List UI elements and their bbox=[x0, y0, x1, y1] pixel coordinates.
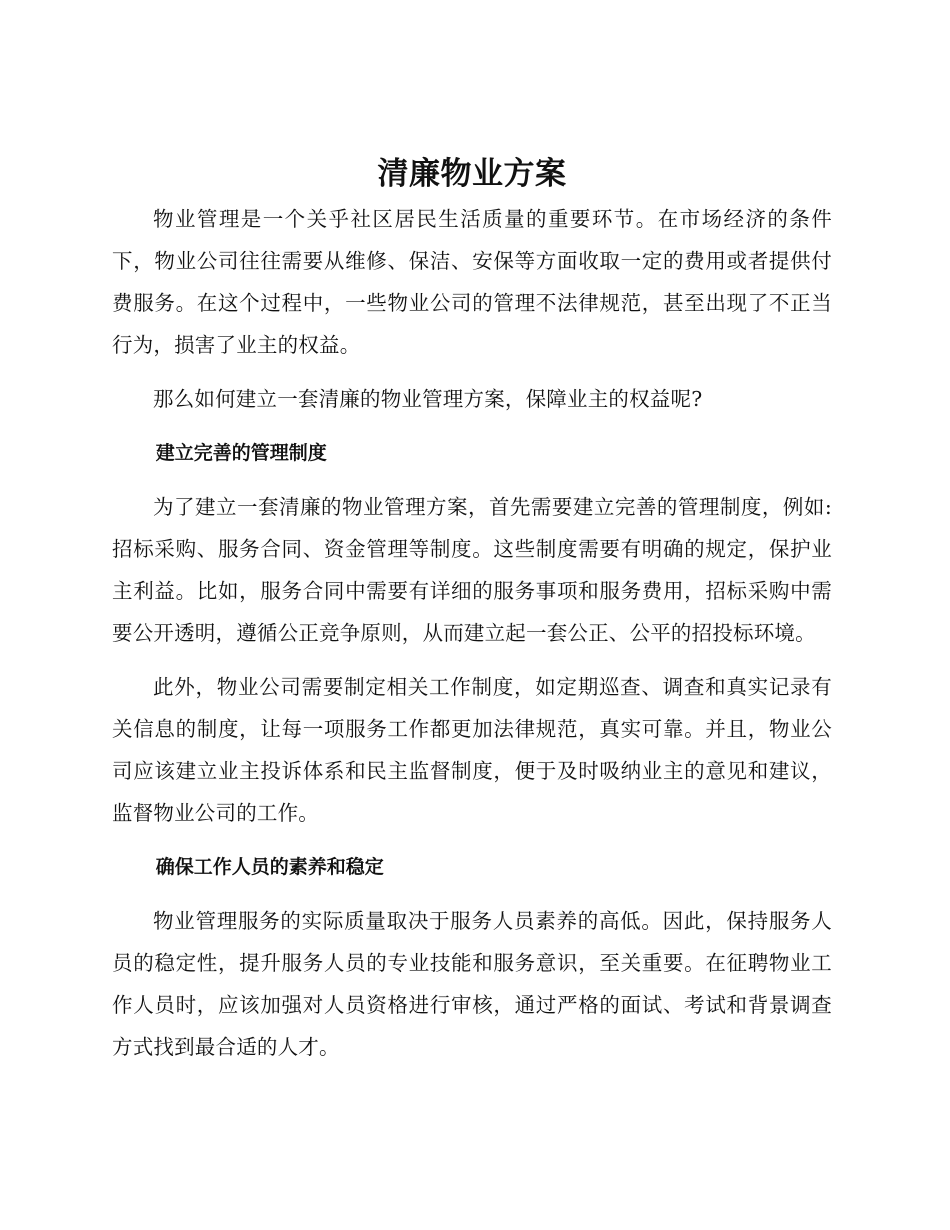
section1-paragraph-1: 为了建立一套清廉的物业管理方案，首先需要建立完善的管理制度，例如:招标采购、服务合同、资金管理等制度。这些制度需要有明确的规定，保护业主利益。比如，服务合同中需要有详细的服务事项和服务费用，招标采购中需要公开透明，遵循公正竞争原则，从而建立起一套公正、公平的招投标环境。 bbox=[112, 495, 832, 645]
question-paragraph: 那么如何建立一套清廉的物业管理方案，保障业主的权益呢? bbox=[153, 387, 703, 411]
section-heading-management-system: 建立完善的管理制度 bbox=[155, 442, 327, 464]
section1-paragraph-2: 此外，物业公司需要制定相关工作制度，如定期巡查、调查和真实记录有关信息的制度，让每一项服务工作都更加法律规范，真实可靠。并且，物业公司应该建立业主投诉体系和民主监督制度，便于及时吸纳业主的意见和建议，监督物业公司的工作。 bbox=[112, 675, 832, 825]
section-heading-staff-quality: 确保工作人员的素养和稳定 bbox=[155, 856, 384, 878]
document-title: 清廉物业方案 bbox=[377, 156, 567, 192]
intro-paragraph: 物业管理是一个关乎社区居民生活质量的重要环节。在市场经济的条件下，物业公司往往需要从维修、保洁、安保等方面收取一定的费用或者提供付费服务。在这个过程中，一些物业公司的管理不法律规范，甚至出现了不正当行为，损害了业主的权益。 bbox=[112, 207, 832, 357]
document-page bbox=[112, 150, 832, 1080]
section2-paragraph-1: 物业管理服务的实际质量取决于服务人员素养的高低。因此，保持服务人员的稳定性，提升服务人员的专业技能和服务意识，至关重要。在征聘物业工作人员时，应该加强对人员资格进行审核，通过严格的面试、考试和背景调查方式找到最合适的人才。 bbox=[112, 909, 832, 1059]
